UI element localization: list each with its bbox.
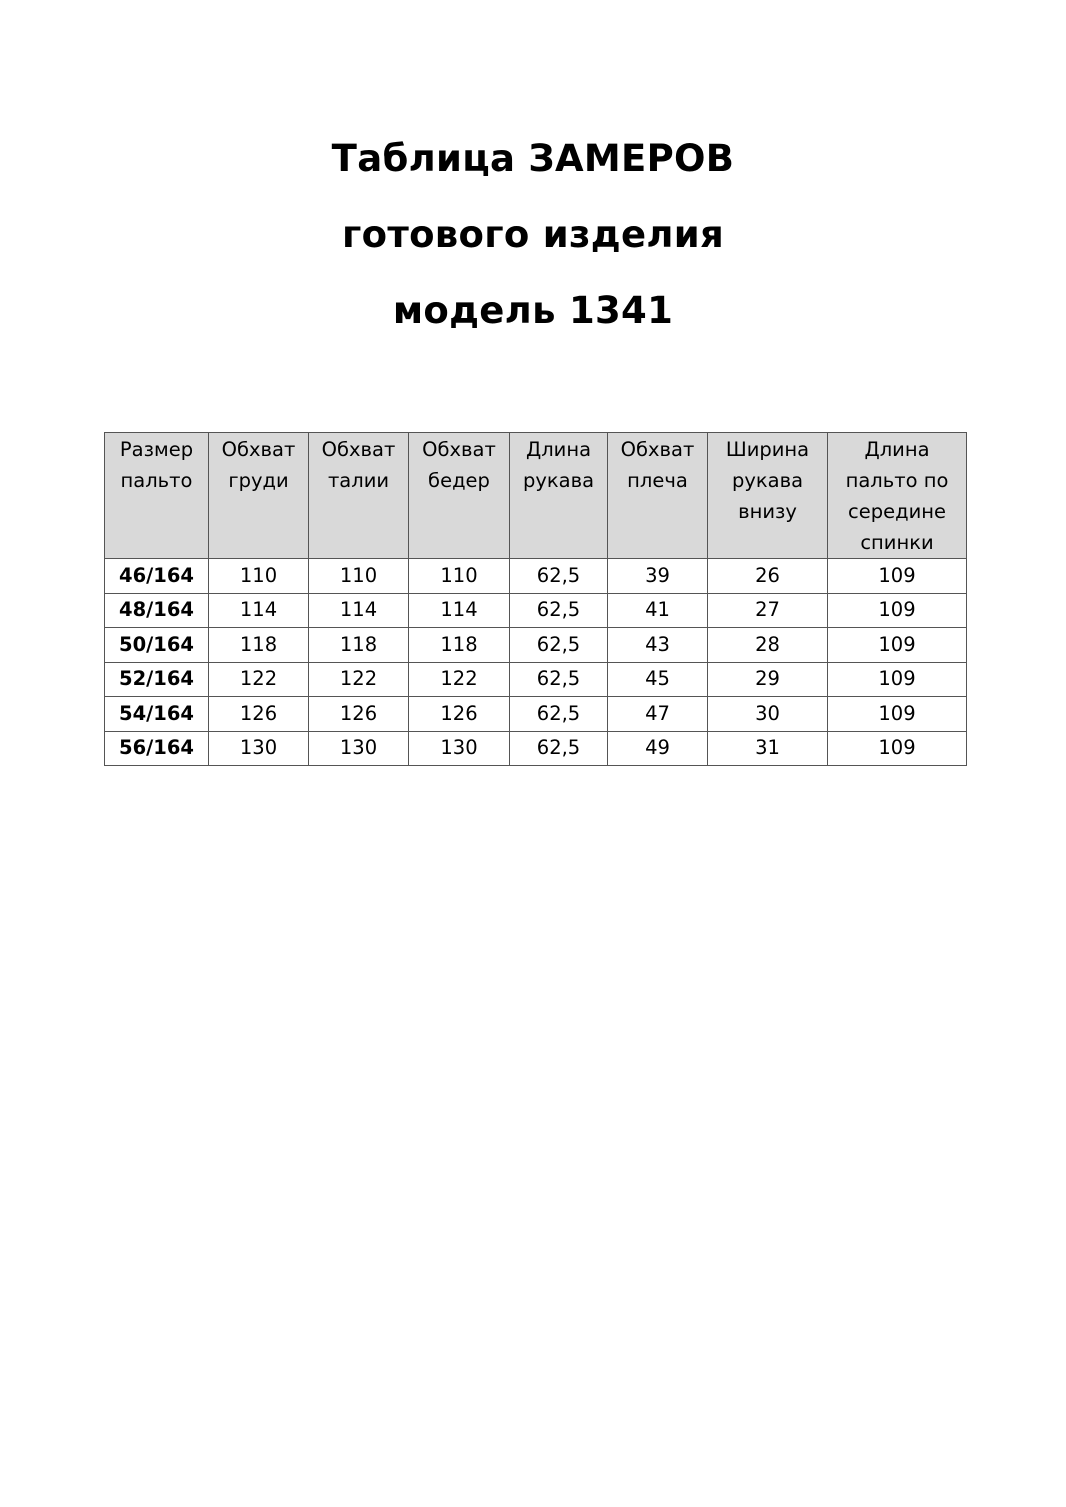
waist-cell: 122 xyxy=(309,662,409,697)
sleeve-length-cell: 62,5 xyxy=(510,662,608,697)
header-size: Размер пальто xyxy=(105,433,209,559)
shoulder-cell: 47 xyxy=(608,697,708,732)
waist-cell: 114 xyxy=(309,593,409,628)
sleeve-width-cell: 26 xyxy=(708,559,828,594)
table-row xyxy=(105,697,967,732)
chest-cell: 110 xyxy=(209,559,309,594)
size-cell: 54/164 xyxy=(105,697,209,732)
hips-cell: 126 xyxy=(409,697,510,732)
sleeve-length-cell: 62,5 xyxy=(510,697,608,732)
header-sleeve-width: Ширина рукава внизу xyxy=(708,433,828,559)
sleeve-length-cell: 62,5 xyxy=(510,628,608,663)
size-cell: 52/164 xyxy=(105,662,209,697)
sleeve-width-cell: 29 xyxy=(708,662,828,697)
shoulder-cell: 49 xyxy=(608,731,708,766)
coat-length-cell: 109 xyxy=(828,628,967,663)
chest-cell: 114 xyxy=(209,593,309,628)
header-hips: Обхват бедер xyxy=(409,433,510,559)
shoulder-cell: 43 xyxy=(608,628,708,663)
header-waist: Обхват талии xyxy=(309,433,409,559)
table-row xyxy=(105,559,967,594)
hips-cell: 110 xyxy=(409,559,510,594)
sleeve-width-cell: 27 xyxy=(708,593,828,628)
shoulder-cell: 39 xyxy=(608,559,708,594)
document-subtitle: готового изделия xyxy=(341,213,725,256)
waist-cell: 110 xyxy=(309,559,409,594)
header-coat-length: Длина пальто по середине спинки xyxy=(828,433,967,559)
coat-length-cell: 109 xyxy=(828,731,967,766)
table-row xyxy=(105,662,967,697)
hips-cell: 114 xyxy=(409,593,510,628)
chest-cell: 130 xyxy=(209,731,309,766)
size-cell: 50/164 xyxy=(105,628,209,663)
coat-length-cell: 109 xyxy=(828,559,967,594)
table-row xyxy=(105,593,967,628)
size-cell: 56/164 xyxy=(105,731,209,766)
sleeve-length-cell: 62,5 xyxy=(510,731,608,766)
coat-length-cell: 109 xyxy=(828,593,967,628)
chest-cell: 118 xyxy=(209,628,309,663)
header-chest: Обхват груди xyxy=(209,433,309,559)
chest-cell: 126 xyxy=(209,697,309,732)
waist-cell: 130 xyxy=(309,731,409,766)
coat-length-cell: 109 xyxy=(828,697,967,732)
header-shoulder: Обхват плеча xyxy=(608,433,708,559)
sleeve-width-cell: 31 xyxy=(708,731,828,766)
measurements-table xyxy=(104,432,967,766)
table-row xyxy=(105,731,967,766)
shoulder-cell: 41 xyxy=(608,593,708,628)
hips-cell: 130 xyxy=(409,731,510,766)
size-cell: 46/164 xyxy=(105,559,209,594)
coat-length-cell: 109 xyxy=(828,662,967,697)
sleeve-length-cell: 62,5 xyxy=(510,593,608,628)
sleeve-width-cell: 30 xyxy=(708,697,828,732)
model-title: модель 1341 xyxy=(392,289,674,332)
document-title: Таблица ЗАМЕРОВ xyxy=(331,137,735,180)
table-header-row xyxy=(105,433,967,559)
sleeve-width-cell: 28 xyxy=(708,628,828,663)
table-row xyxy=(105,628,967,663)
sleeve-length-cell: 62,5 xyxy=(510,559,608,594)
waist-cell: 118 xyxy=(309,628,409,663)
waist-cell: 126 xyxy=(309,697,409,732)
size-cell: 48/164 xyxy=(105,593,209,628)
chest-cell: 122 xyxy=(209,662,309,697)
shoulder-cell: 45 xyxy=(608,662,708,697)
header-sleeve-length: Длина рукава xyxy=(510,433,608,559)
hips-cell: 118 xyxy=(409,628,510,663)
hips-cell: 122 xyxy=(409,662,510,697)
